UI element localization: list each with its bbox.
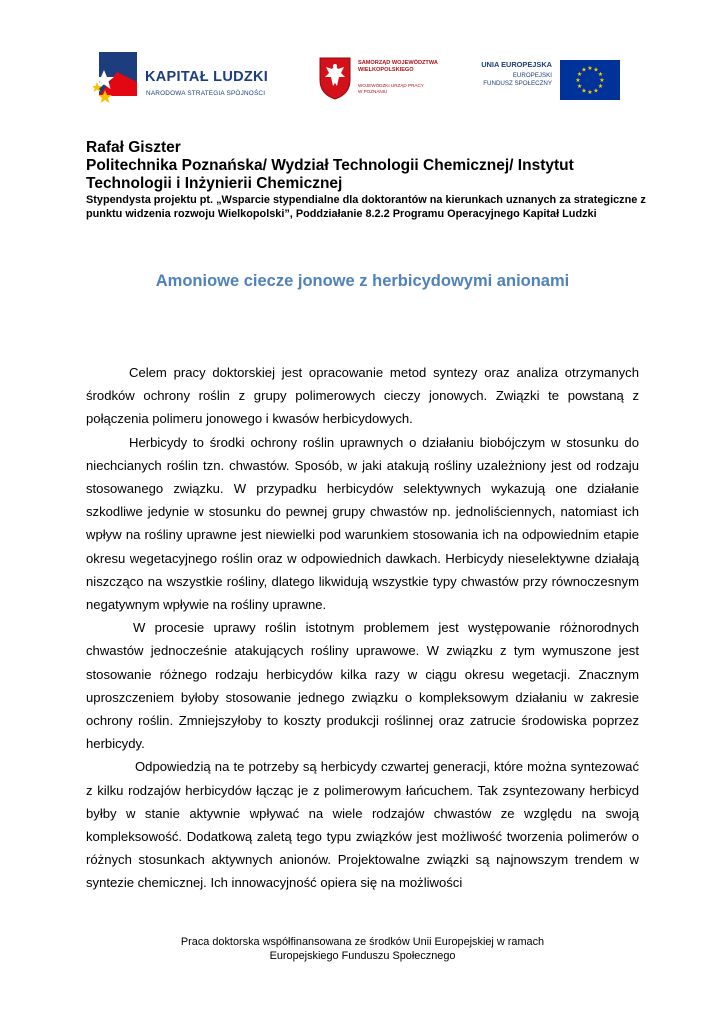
eu-fund-label bbox=[483, 72, 552, 88]
wielkopolska-name: SAMORZĄD WOJEWÓDZTWA WIELKOPOLSKIEGO bbox=[358, 60, 438, 73]
eu-star-icon: ★ bbox=[587, 66, 593, 72]
author-affiliation: Politechnika Poznańska/ Wydział Technologii Chemicznej/ Instytut Technologii i Inżynierii Chemicznej bbox=[86, 157, 574, 192]
eu-star-icon: ★ bbox=[597, 84, 604, 90]
eu-fund-line1: EUROPEJSKI bbox=[512, 72, 552, 79]
eu-star-icon: ★ bbox=[597, 72, 604, 78]
eu-star-icon: ★ bbox=[593, 88, 599, 95]
eu-star-icon: ★ bbox=[576, 84, 583, 90]
kapital-ludzki-emblem-icon bbox=[93, 52, 137, 108]
wielkopolska-logo bbox=[318, 56, 438, 104]
eu-star-icon: ★ bbox=[581, 67, 587, 74]
eu-star-icon: ★ bbox=[593, 67, 599, 74]
logo-bar bbox=[0, 48, 725, 108]
author-block bbox=[86, 139, 646, 221]
body-paragraph: Herbicydy to środki ochrony roślin uprawnych o działaniu biobójczym w stosunku do niechcianych roślin tzn. chwastów. Sposób, w jaki atakują rośliny uzależniony jest od rodzaju stosowanego związku. W przypadku herbicydów selektywnych wykazują one działanie szkodliwe jedynie w stosunku do pewnej grupy chwastów np. jednoliściennych, natomiast ich wpływ na rośliny uprawne jest niewielki pod warunkiem stosowania ich na odpowiednim etapie okresu wegetacyjnego roślin oraz w odpowiednich dawkach. Herbicydy nieselektywne działają niszcząco na wszystkie rośliny, dlatego likwidują wszystkie typy chwastów przy równoczesnym negatywnym wpływie na rośliny uprawne. bbox=[86, 434, 639, 613]
eu-star-icon: ★ bbox=[575, 78, 581, 84]
eu-star-icon: ★ bbox=[599, 78, 605, 84]
eu-fund-line2: FUNDUSZ SPOŁECZNY bbox=[483, 80, 552, 87]
eu-star-icon: ★ bbox=[581, 88, 587, 95]
author-name: Rafał Giszter bbox=[86, 139, 181, 156]
eu-union-label: UNIA EUROPEJSKA bbox=[481, 60, 552, 69]
kapital-ludzki-title: KAPITAŁ LUDZKI bbox=[145, 69, 269, 85]
eu-star-icon: ★ bbox=[576, 72, 583, 78]
footer-line-2: Europejskiego Funduszu Społecznego bbox=[269, 950, 456, 962]
wielkopolska-office: WOJEWÓDZKI URZĄD PRACY W POZNANIU bbox=[358, 83, 424, 94]
eu-flag-icon bbox=[560, 60, 620, 100]
kapital-ludzki-subtitle: NARODOWA STRATEGIA SPÓJNOŚCI bbox=[146, 90, 266, 97]
body-paragraph: W procesie uprawy roślin istotnym problemem jest występowanie różnorodnych chwastów jednocześnie atakujących rośliny uprawowe. W związku z tym wymuszone jest stosowanie różnego rodzaju herbicydów kilka razy w ciągu okresu wegetacji. Znacznym uproszczeniem byłoby stosowanie jednego związku o kompleksowym działaniu w zakresie ochrony roślin. Zmniejszyłoby to koszty produkcji roślinnej oraz zatrucie środowiska poprzez herbicydy. bbox=[86, 620, 639, 752]
document-body bbox=[86, 361, 639, 895]
footer-line-1: Praca doktorska współfinansowana ze środków Unii Europejskiej w ramach bbox=[180, 936, 545, 948]
eu-star-icon: ★ bbox=[587, 90, 593, 96]
body-paragraph: Celem pracy doktorskiej jest opracowanie metod syntezy oraz analiza otrzymanych środków ochrony roślin z grupy polimerowych cieczy jonowych. Związki te powstaną z połączenia polimeru jonowego i kwasów herbicydowych. bbox=[86, 365, 639, 427]
wielkopolska-eagle-crest-icon bbox=[318, 56, 352, 100]
eu-logo bbox=[460, 60, 620, 100]
body-paragraph: Odpowiedzią na te potrzeby są herbicydy czwartej generacji, które można syntezować z kilku rodzajów herbicydów łącząc je z polimerowym łańcuchem. Tak zsyntezowany herbicyd byłby w stanie aktywnie wpływać na wiele rodzajów chwastów ze względu na swoją kompleksowość. Dodatkową zaletą tego typu związków jest możliwość tworzenia polimerów o różnych stosunkach aktywnych anionów. Projektowalne związki są najnowszym trendem w syntezie chemicznej. Ich innowacyjność opiera się na możliwości bbox=[86, 759, 639, 891]
document-title: Amoniowe ciecze jonowe z herbicydowymi anionami bbox=[155, 272, 570, 290]
page-footer bbox=[0, 935, 725, 963]
project-description: Stypendysta projektu pt. „Wsparcie stypendialne dla doktorantów na kierunkach uznanych za strategiczne z punktu widzenia rozwoju Wielkopolski”, Poddziałanie 8.2.2 Programu Operacyjnego Kapitał Ludzki bbox=[86, 194, 646, 220]
kapital-ludzki-logo bbox=[93, 52, 293, 112]
